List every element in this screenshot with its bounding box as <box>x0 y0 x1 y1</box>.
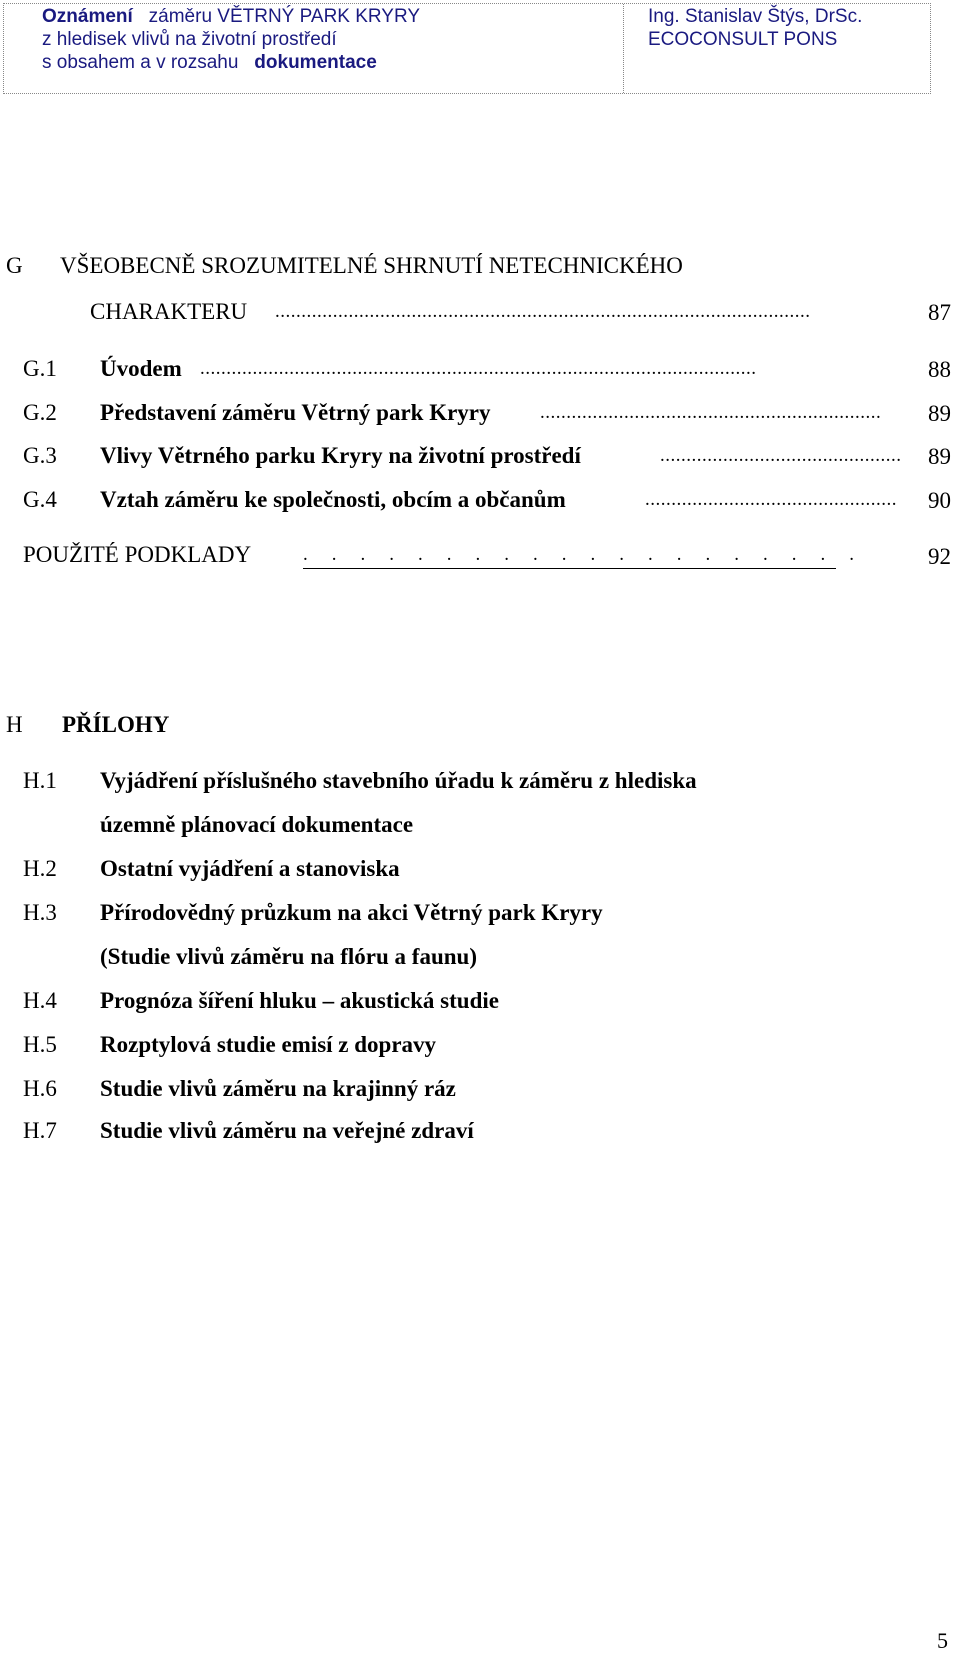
attachment-h2-title: Ostatní vyjádření a stanoviska <box>100 856 400 881</box>
page-header <box>3 3 931 94</box>
references-dot-leader: .................... <box>303 542 836 569</box>
toc-item-g3-number: G.3 <box>23 443 57 468</box>
header-left-line3 <box>42 52 377 74</box>
header-author: Ing. Stanislav Štýs, DrSc. <box>648 6 863 27</box>
attachment-h5-number: H.5 <box>23 1032 57 1057</box>
toc-item-g3-dot-leader: .............................................. <box>660 445 902 466</box>
section-h-title: PŘÍLOHY <box>62 712 170 737</box>
attachment-h1-title-cont: územně plánovací dokumentace <box>100 812 414 837</box>
references-label: POUŽITÉ PODKLADY <box>23 542 252 567</box>
attachment-h3-title-cont: (Studie vlivů záměru na flóru a faunu) <box>100 944 477 969</box>
attachment-h1-title: Vyjádření příslušného stavebního úřadu k záměru z hlediska <box>100 768 697 793</box>
toc-item-g2-page: 89 <box>928 401 951 426</box>
toc-item-g1-dot-leader: .......................................................................................................... <box>200 358 757 379</box>
attachment-h3-number: H.3 <box>23 900 57 925</box>
attachment-h6-title: Studie vlivů záměru na krajinný ráz <box>100 1076 456 1101</box>
toc-item-g4-page: 90 <box>928 488 951 513</box>
section-g-title-line1: VŠEOBECNĚ SROZUMITELNÉ SHRNUTÍ NETECHNICKÉHO <box>60 253 683 278</box>
header-doc-label: dokumentace <box>254 52 377 73</box>
attachment-h7-title: Studie vlivů záměru na veřejné zdraví <box>100 1118 474 1143</box>
toc-item-g3-title: Vlivy Větrného parku Kryry na životní prostředí <box>100 443 581 468</box>
toc-item-g4-dot-leader: ................................................ <box>645 489 897 510</box>
attachment-h2-number: H.2 <box>23 856 57 881</box>
header-left-line1 <box>42 6 420 28</box>
section-g-title-line2: CHARAKTERU <box>90 299 248 324</box>
toc-item-g4-number: G.4 <box>23 487 57 512</box>
toc-item-g1-number: G.1 <box>23 356 57 381</box>
attachment-h3-title: Přírodovědný průzkum na akci Větrný park Kryry <box>100 900 603 925</box>
header-notice-label: Oznámení <box>42 6 133 27</box>
section-h-letter: H <box>6 712 23 737</box>
header-scope-label: s obsahem a v rozsahu <box>42 52 239 73</box>
references-page: 92 <box>928 544 951 569</box>
attachment-h1-number: H.1 <box>23 768 57 793</box>
header-company: ECOCONSULT PONS <box>648 29 838 50</box>
toc-item-g4-title: Vztah záměru ke společnosti, obcím a občanům <box>100 487 566 512</box>
attachment-h4-number: H.4 <box>23 988 57 1013</box>
toc-item-g2-number-text: G.2 <box>23 400 57 425</box>
attachment-h7-number: H.7 <box>23 1118 57 1143</box>
section-g-letter: G <box>6 253 23 278</box>
header-project-name: záměru VĚTRNÝ PARK KRYRY <box>148 6 421 27</box>
toc-item-g1-page: 88 <box>928 357 951 382</box>
header-divider <box>623 4 624 93</box>
toc-item-g2-title: Představení záměru Větrný park Kryry <box>100 400 491 425</box>
attachment-h6-number: H.6 <box>23 1076 57 1101</box>
page-number: 5 <box>937 1628 948 1653</box>
toc-item-g3-page: 89 <box>928 444 951 469</box>
toc-item-g1-title: Úvodem <box>100 356 182 381</box>
attachment-h5-title: Rozptylová studie emisí z dopravy <box>100 1032 437 1057</box>
attachment-h4-title: Prognóza šíření hluku – akustická studie <box>100 988 499 1013</box>
section-g-dot-leader: ...................................................................................................... <box>275 301 811 322</box>
toc-item-g2-dot-leader: ................................................................. <box>540 402 882 423</box>
section-g-page-number: 87 <box>928 300 951 325</box>
header-left-line2: z hledisek vlivů na životní prostředí <box>42 29 337 50</box>
